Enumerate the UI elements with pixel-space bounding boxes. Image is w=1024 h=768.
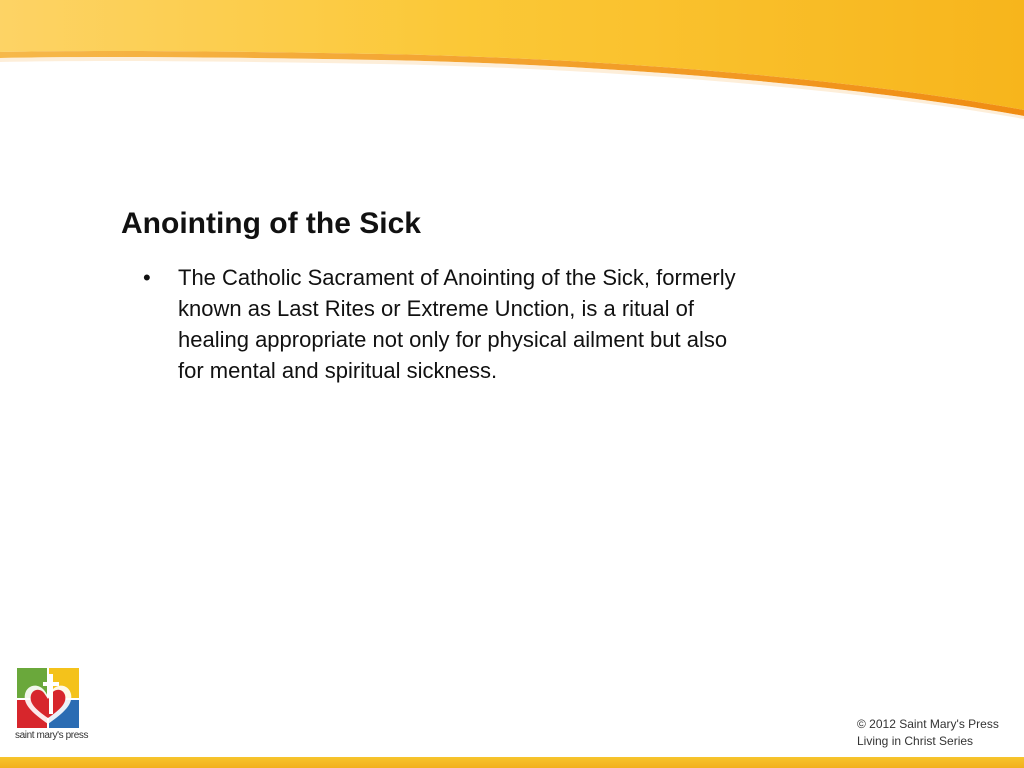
- bullet-item: [140, 262, 740, 386]
- saint-marys-press-logo: [15, 666, 89, 746]
- series-text: Living in Christ Series: [857, 734, 974, 748]
- bullet-list: [140, 262, 740, 386]
- slide-title: Anointing of the Sick: [121, 207, 421, 240]
- logo-mark-icon: [15, 666, 81, 730]
- bullet-text: The Catholic Sacrament of Anointing of the Sick, formerly known as Last Rites or Extreme Unction, is a ritual of healing appropriate not only for physical ailment but also for mental and spiritual sickness.: [178, 265, 736, 383]
- logo-text: saint mary's press: [15, 730, 89, 741]
- copyright-text: © 2012 Saint Mary's Press: [857, 717, 999, 731]
- footer-credits: [857, 716, 999, 750]
- top-banner-decoration: [0, 0, 1024, 120]
- bullet-icon: •: [143, 265, 151, 290]
- bottom-stripe: [0, 757, 1024, 768]
